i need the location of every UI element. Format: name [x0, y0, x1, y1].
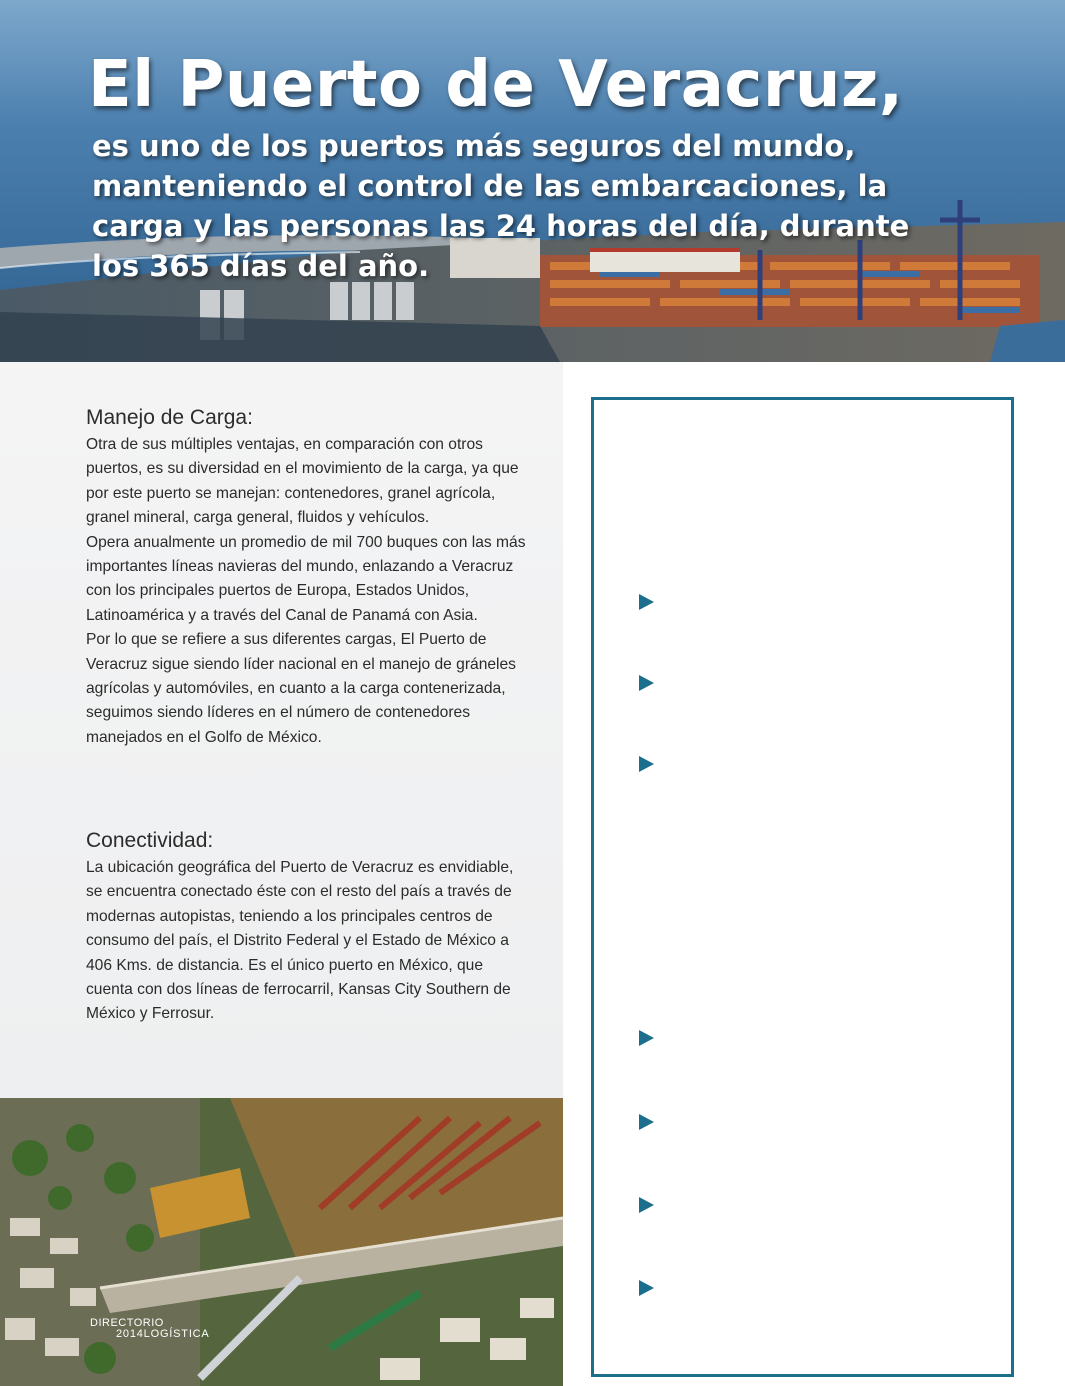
triangle-bullet-icon: [639, 1280, 654, 1296]
triangle-bullet-icon: [639, 1114, 654, 1130]
section-heading: Conectividad:: [86, 829, 214, 852]
section-conectividad: [86, 828, 526, 1027]
logo-line-1: DIRECTORIO: [90, 1317, 164, 1329]
page-title: El Puerto de Veracruz,: [88, 48, 904, 122]
section-body: Otra de sus múltiples ventajas, en comparación con otros puertos, es su diversidad en el movimiento de la carga, ya que por este puerto se manejan: contenedores, granel agrícola, granel mineral, carga general, fluidos y vehículos. Opera anualmente un promedio de mil 700 buques con las más importantes líneas navieras del mundo, enlazando a Veracruz con los principales puertos de Europa, Estados Unidos, Latinoamérica y a través del Canal de Panamá con Asia. Por lo que se refiere a sus diferentes cargas, El Puerto de Veracruz sigue siendo líder nacional en el manejo de gráneles agrícolas y automóviles, en cuanto a la carga contenerizada, seguimos siendo líderes en el número de contenedores manejados en el Golfo de México.: [86, 436, 526, 746]
railway-aerial-image: [0, 1098, 563, 1386]
section-heading: Manejo de Carga:: [86, 406, 253, 429]
header-photo: [0, 0, 1065, 362]
info-panel: [591, 397, 1014, 1377]
triangle-bullet-icon: [639, 1030, 654, 1046]
triangle-bullet-icon: [639, 594, 654, 610]
triangle-bullet-icon: [639, 1197, 654, 1213]
triangle-bullet-icon: [639, 675, 654, 691]
directorio-logistica-logo: [90, 1318, 210, 1340]
page-subtitle: es uno de los puertos más seguros del mundo, manteniendo el control de las embarcaciones, la carga y las personas las 24 horas del día, durante los 365 días del año.: [92, 129, 910, 283]
section-manejo-de-carga: [86, 405, 526, 750]
triangle-bullet-icon: [639, 756, 654, 772]
section-body: La ubicación geográfica del Puerto de Veracruz es envidiable, se encuentra conectado éste con el resto del país a través de modernas autopistas, teniendo a los principales centros de consumo del país, el Distrito Federal y el Estado de México a 406 Kms. de distancia. Es el único puerto en México, que cuenta con dos líneas de ferrocarril, Kansas City Southern de México y Ferrosur.: [86, 859, 514, 1023]
railway-photo: [0, 1098, 563, 1386]
logo-line-2: 2014LOGÍSTICA: [116, 1328, 210, 1340]
